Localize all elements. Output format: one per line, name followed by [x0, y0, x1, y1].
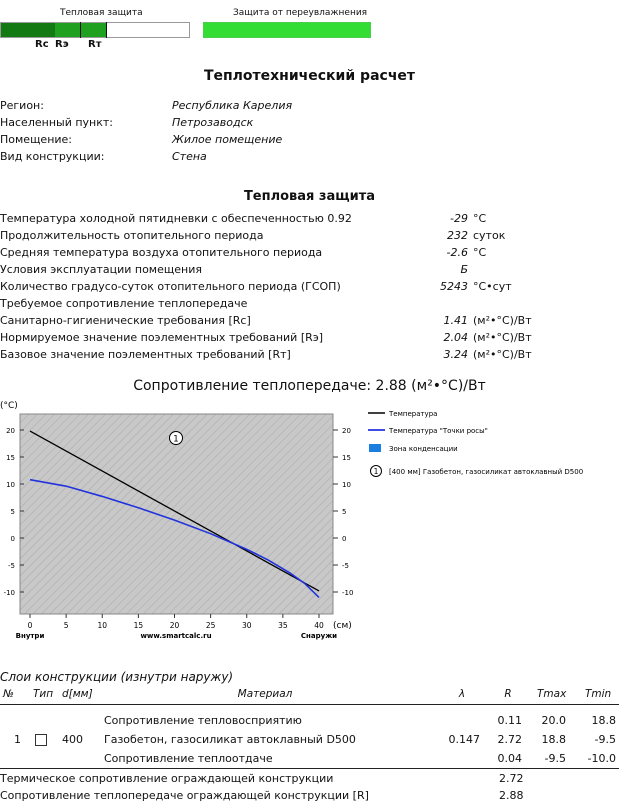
layer-row-thickness: 400 [62, 733, 83, 746]
y-tick-label: 5 [10, 508, 15, 516]
thermal-row-label: Нормируемое значение поэлементных требований [Rэ] [0, 331, 324, 344]
legend-temperature-label: Температура [389, 410, 438, 418]
thermal-row-label: Продолжительность отопительного периода [0, 229, 264, 242]
thermal-indicator-fill-dark [1, 23, 55, 37]
x-tick-label: 0 [27, 621, 33, 630]
layer-row-tmax: 20.0 [541, 714, 566, 727]
thermal-indicator-divider [80, 22, 81, 38]
layer-row-r: 0.04 [497, 752, 522, 765]
mark-rt: Rт [88, 39, 102, 50]
x-tick-label: 5 [63, 621, 69, 630]
y-tick-label-right: -5 [342, 562, 349, 570]
table-totals-divider [0, 768, 619, 769]
y-tick-label-right: 20 [342, 427, 351, 435]
thermal-row-unit: °C [473, 212, 487, 225]
thermal-row-value: 2.04 [443, 331, 468, 344]
layer-row-tmax: 18.8 [541, 733, 566, 746]
y-tick-label: -5 [8, 562, 15, 570]
y-tick-label: 20 [6, 427, 15, 435]
x-tick-label: 40 [314, 621, 324, 630]
layers-title: Слои конструкции (изнутри наружу) [0, 670, 234, 684]
thermal-row-value: Б [460, 263, 468, 276]
chart-x-unit: (см) [333, 621, 352, 631]
moisture-indicator-label: Защита от переувлажнения [233, 8, 368, 18]
total-value: 2.72 [499, 772, 524, 785]
thermal-indicator-fill-mid [55, 23, 107, 37]
y-tick-label-right: 10 [342, 481, 351, 489]
total-label: Сопротивление теплопередаче ограждающей конструкции [R] [0, 789, 369, 802]
legend-layer-label: [400 мм] Газобетон, газосиликат автоклавный D500 [389, 468, 584, 476]
thermal-row-value: 232 [447, 229, 468, 242]
legend-condensation-swatch [369, 444, 381, 452]
thermal-row-label: Количество градусо-суток отопительного периода (ГСОП) [0, 280, 341, 293]
thermal-row-value: 3.24 [443, 348, 468, 361]
thermal-row-unit: суток [473, 229, 506, 242]
layer-type-checkbox[interactable] [35, 734, 47, 746]
thermal-indicator-bar [0, 22, 190, 38]
temperature-chart [0, 392, 619, 654]
thermal-row-label: Требуемое сопротивление теплопередаче [0, 297, 248, 310]
thermal-row-value: 5243 [440, 280, 468, 293]
section-title-thermal: Тепловая защита [243, 189, 376, 204]
x-tick-label: 10 [97, 621, 108, 630]
mark-re: Rэ [55, 39, 69, 50]
col-header-number: № [3, 688, 14, 700]
total-value: 2.88 [499, 789, 524, 802]
info-value-region: Республика Карелия [172, 99, 293, 112]
legend-condensation-label: Зона конденсации [389, 445, 458, 453]
thermal-row-label: Условия эксплуатации помещения [0, 263, 202, 276]
thermal-row-label: Санитарно-гигиенические требования [Rc] [0, 314, 251, 327]
thermal-row-unit: (м²•°C)/Вт [473, 348, 532, 361]
info-value-construction: Стена [172, 150, 207, 163]
info-value-room: Жилое помещение [172, 133, 283, 146]
resistance-title: Сопротивление теплопередаче: 2.88 (м²•°C)/Вт [133, 378, 486, 394]
x-tick-label: 20 [169, 621, 180, 630]
layer-row-tmin: 18.8 [591, 714, 616, 727]
x-tick-label: 25 [205, 621, 216, 630]
layer-row-r: 0.11 [497, 714, 522, 727]
y-tick-label: 0 [10, 535, 15, 543]
layer-row-tmin: -10.0 [587, 752, 616, 765]
y-tick-label: 10 [6, 481, 15, 489]
y-tick-label-right: -10 [342, 589, 354, 597]
y-tick-label-right: 0 [342, 535, 347, 543]
info-label-room: Помещение: [0, 133, 73, 146]
thermal-row-value: -2.6 [446, 246, 468, 259]
thermal-indicator-divider [106, 22, 107, 38]
chart-x-label-outside: Снаружи [300, 632, 338, 640]
layer-row-r: 2.72 [497, 733, 522, 746]
mark-rc: Rc [35, 39, 49, 50]
y-tick-label: 15 [6, 454, 15, 462]
layer-row-number: 1 [14, 733, 21, 746]
thermal-row-unit: (м²•°C)/Вт [473, 331, 532, 344]
layer-row-tmin: -9.5 [594, 733, 616, 746]
col-header-material: Материал [237, 688, 293, 700]
y-tick-label-right: 15 [342, 454, 351, 462]
moisture-indicator-bar [203, 22, 371, 38]
page-title: Теплотехнический расчет [203, 68, 416, 84]
legend-dew-label: Температура "Точки росы" [389, 427, 488, 435]
thermal-row-label: Температура холодной пятидневки с обеспеченностью 0.92 [0, 212, 352, 225]
col-header-thickness: d[мм] [62, 688, 93, 700]
col-header-lambda: λ [458, 688, 466, 700]
y-tick-label-right: 5 [342, 508, 347, 516]
col-header-type: Тип [33, 688, 54, 700]
x-tick-label: 30 [241, 621, 252, 630]
col-header-r: R [504, 688, 512, 700]
layer-row-tmax: -9.5 [544, 752, 566, 765]
layer-row-material: Газобетон, газосиликат автоклавный D500 [104, 733, 356, 746]
thermal-indicator-label: Тепловая защита [60, 8, 143, 18]
legend-layer-number: 1 [373, 467, 379, 476]
thermal-row-value: 1.41 [443, 314, 468, 327]
thermal-row-label: Базовое значение поэлементных требований [Rт] [0, 348, 291, 361]
layer-marker-number: 1 [173, 434, 179, 445]
x-tick-label: 15 [133, 621, 144, 630]
info-label-city: Населенный пункт: [0, 116, 113, 129]
thermal-row-unit: °C•сут [473, 280, 512, 293]
thermal-row-value: -29 [450, 212, 468, 225]
table-header-divider [0, 704, 619, 705]
chart-x-label-site: www.smartcalc.ru [140, 632, 212, 640]
chart-y-unit: (°C) [0, 401, 18, 411]
thermal-row-unit: (м²•°C)/Вт [473, 314, 532, 327]
total-label: Термическое сопротивление ограждающей конструкции [0, 772, 334, 785]
info-label-construction: Вид конструкции: [0, 150, 105, 163]
thermal-row-unit: °C [473, 246, 487, 259]
thermal-row-label: Средняя температура воздуха отопительного периода [0, 246, 323, 259]
col-header-tmin: Tmin [585, 688, 612, 700]
layer-row-material: Сопротивление теплоотдаче [104, 752, 273, 765]
info-label-region: Регион: [0, 99, 44, 112]
layer-row-lambda: 0.147 [448, 733, 480, 746]
layer-row-material: Сопротивление тепловосприятию [104, 714, 302, 727]
y-tick-label: -10 [3, 589, 15, 597]
col-header-tmax: Tmax [537, 688, 567, 700]
chart-x-label-inside: Внутри [15, 632, 45, 640]
info-value-city: Петрозаводск [172, 116, 254, 129]
x-tick-label: 35 [278, 621, 288, 630]
